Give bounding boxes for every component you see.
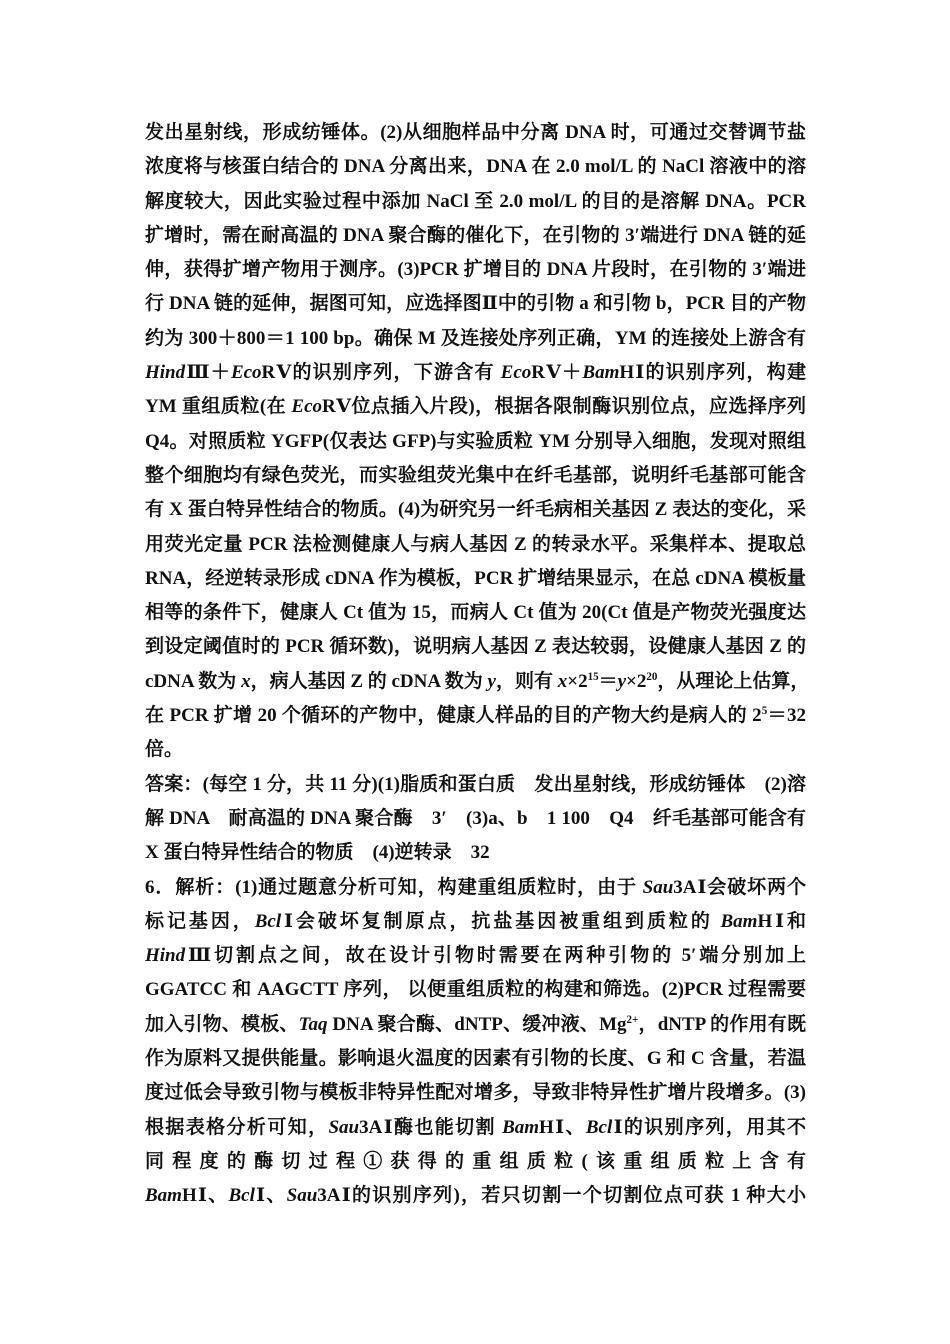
text-run: HⅠ的识别序列，构建 [619,362,807,384]
text-run: ×2 [626,670,647,692]
text-line [145,390,806,424]
text-run: 根据表格分析可知， [145,1116,329,1138]
text-line [145,1179,806,1213]
text-run: ，dNTP 的作用有既 [638,1013,806,1035]
text-run: 作为原料又提供能量。影响退火温度的因素有引物的长度、G 和 C 含量，若温 [145,1048,806,1070]
superscript: 2+ [626,1013,639,1026]
text-run: 度过低会导致引物与模板非特异性配对增多，导致非特异性扩增片段增多。(3) [145,1082,806,1104]
italic-term: Bcl [254,910,282,932]
text-run: Ⅲ切割点之间，故在设计引物时需要在两种引物的 5′端分别加上 [185,945,806,967]
text-run: 发出星射线，形成纺锤体。(2)从细胞样品中分离 DNA 时，可通过交替调节盐 [145,122,806,143]
text-line [145,562,806,596]
text-line [145,219,806,253]
superscript: 15 [587,670,599,683]
text-line [145,322,806,356]
text-run: RⅤ＋ [531,362,583,384]
text-run: Q4。对照质粒 YGFP(仅表达 GFP)与实验质粒 YM 分别导入细胞，发现对照组 [145,430,806,452]
text-run: 3AⅠ的识别序列)，若只切割一个切割位点可获 1 种大小 [317,1185,807,1207]
italic-term: Bam [720,910,758,932]
text-run: 解度较大，因此实验过程中添加 NaCl 至 2.0 mol/L 的目的是溶解 DNA。PCR [145,190,806,212]
italic-term: Bcl [585,1116,613,1138]
text-run: (1)通过题意分析可知，构建重组质粒时，由于 [235,876,643,898]
text-run: Ⅰ的识别序列，用其不 [612,1116,806,1138]
text-line [145,665,810,699]
text-line [145,973,806,1007]
document-body [145,116,810,1214]
text-run: 约为 300＋800＝1 100 bp。确保 M 及连接处序列正确，YM 的连接处上游含有 [145,327,806,349]
text-line [145,905,806,939]
italic-term: Bcl [228,1185,255,1207]
text-run: X 蛋白特异性结合的物质 (4)逆转录 32 [145,842,490,864]
text-line [145,425,806,459]
text-line [145,185,806,219]
superscript: 5 [761,705,768,718]
text-line [145,1145,806,1179]
text-run: ＝32 [767,705,806,727]
italic-term: Sau [286,1185,318,1207]
superscript: 20 [646,670,658,683]
text-run: Ⅰ、 [254,1185,287,1207]
italic-term: Bam [145,1185,182,1207]
text-line [145,356,806,390]
section-label: 6．解析： [145,876,236,898]
text-run: RⅤ位点插入片段)，根据各限制酶识别位点，应选择序列 [322,396,806,418]
text-run: HⅠ和 [757,910,806,932]
italic-term: Eco [500,362,532,384]
explanation-continued-paragraph [145,116,810,768]
text-line [145,1042,806,1076]
text-run: YM 重组质粒(在 [145,396,292,418]
italic-term: Hind [145,945,186,967]
text-run: 用荧光定量 PCR 法检测健康人与病人基因 Z 的转录水平。采集样本、提取总 [145,533,806,555]
italic-term: Eco [291,396,322,418]
text-run: 解 DNA 耐高温的 DNA 聚合酶 3′ (3)a、b 1 100 Q4 纤毛基部可能含有 [145,807,806,829]
italic-term: y [617,670,627,692]
text-line [145,528,806,562]
text-run: 整个细胞均有绿色荧光，而实验组荧光集中在纤毛基部，说明纤毛基部可能含 [145,464,806,486]
text-run: cDNA 数为 [145,670,242,692]
text-line [145,1076,806,1110]
text-line [145,733,806,767]
text-line [145,150,806,184]
text-run: HⅠ、 [181,1185,229,1207]
text-run: GGATCC 和 AAGCTT 序列， 以便重组质粒的构建和筛选。(2)PCR 过程需要 [145,979,806,1001]
text-line [145,459,806,493]
text-run: HⅠ、 [539,1116,586,1138]
text-run: DNA 聚合酶、dNTP、缓冲液、Mg [327,1013,627,1035]
text-line [145,596,806,630]
text-line [145,939,806,973]
text-run: Ⅲ＋ [185,362,231,384]
text-line [145,493,806,527]
text-run: 倍。 [145,739,184,761]
section-label: 答案： [145,773,203,795]
text-line [145,287,806,321]
text-run: 扩增时，需在耐高温的 DNA 聚合酶的催化下，在引物的 3′端进行 DNA 链的延 [145,224,806,246]
italic-term: Eco [230,362,262,384]
italic-term: Sau [328,1116,360,1138]
text-run: 标记基因， [145,910,255,932]
text-run: ＝ [598,670,618,692]
text-line [145,836,806,870]
text-run: (每空 1 分，共 11 分)(1)脂质和蛋白质 发出星射线，形成纺锤体 (2)溶 [202,773,806,795]
text-line [145,802,806,836]
text-line [145,630,806,664]
italic-term: Sau [642,876,674,898]
text-run: ，则有 [495,670,558,692]
text-run: 有 X 蛋白特异性结合的物质。(4)为研究另一纤毛病相关基因 Z 表达的变化，采 [145,499,806,521]
answer-paragraph [145,768,806,871]
text-run: 伸，获得扩增产物用于测序。(3)PCR 扩增目的 DNA 片段时，在引物的 3′端进 [145,259,806,281]
text-run: 在 PCR 扩增 20 个循环的产物中，健康人样品的目的产物大约是病人的 2 [145,705,762,727]
text-run: 3AⅠ酶也能切割 [359,1116,503,1138]
text-line [145,1008,806,1042]
text-line [145,1111,806,1145]
italic-term: x [557,670,568,692]
text-run: 同程度的酶切过程①获得的重组质粒(该重组质粒上含有 [145,1150,806,1172]
italic-term: Bam [502,1116,540,1138]
italic-term: x [241,670,251,692]
italic-term: Taq [298,1013,328,1035]
question-6-explanation-paragraph [145,871,806,1214]
text-run: 相等的条件下，健康人 Ct 值为 15，而病人 Ct 值为 20(Ct 值是产物荧光强度达 [145,602,806,624]
text-line [145,871,806,905]
text-run: 行 DNA 链的延伸，据图可知，应选择图Ⅱ中的引物 a 和引物 b，PCR 目的产物 [145,293,806,315]
italic-term: y [487,670,496,692]
text-run: Ⅰ会破坏复制原点，抗盐基因被重组到质粒的 [281,910,721,932]
text-line [145,768,806,802]
text-run: RⅤ的识别序列，下游含有 [261,362,501,384]
italic-term: Bam [582,362,620,384]
text-run: ，病人基因 Z 的 cDNA 数为 [250,670,488,692]
text-run: 到设定阈值时的 PCR 循环数)，说明病人基因 Z 表达较弱，设健康人基因 Z 的 [145,636,806,658]
italic-term: Hind [145,362,186,384]
text-run: 浓度将与核蛋白结合的 DNA 分离出来，DNA 在 2.0 mol/L 的 NaCl 溶液中的溶 [145,156,806,178]
text-line [145,253,806,287]
text-run: RNA，经逆转录形成 cDNA 作为模板，PCR 扩增结果显示，在总 cDNA 模板量 [145,567,806,589]
text-line [145,699,806,733]
text-run: 加入引物、模板、 [145,1013,299,1035]
text-run: ，从理论上估算， [657,670,810,692]
text-run: ×2 [567,670,588,692]
text-line [145,116,806,150]
text-run: 3AⅠ会破坏两个 [673,876,806,898]
